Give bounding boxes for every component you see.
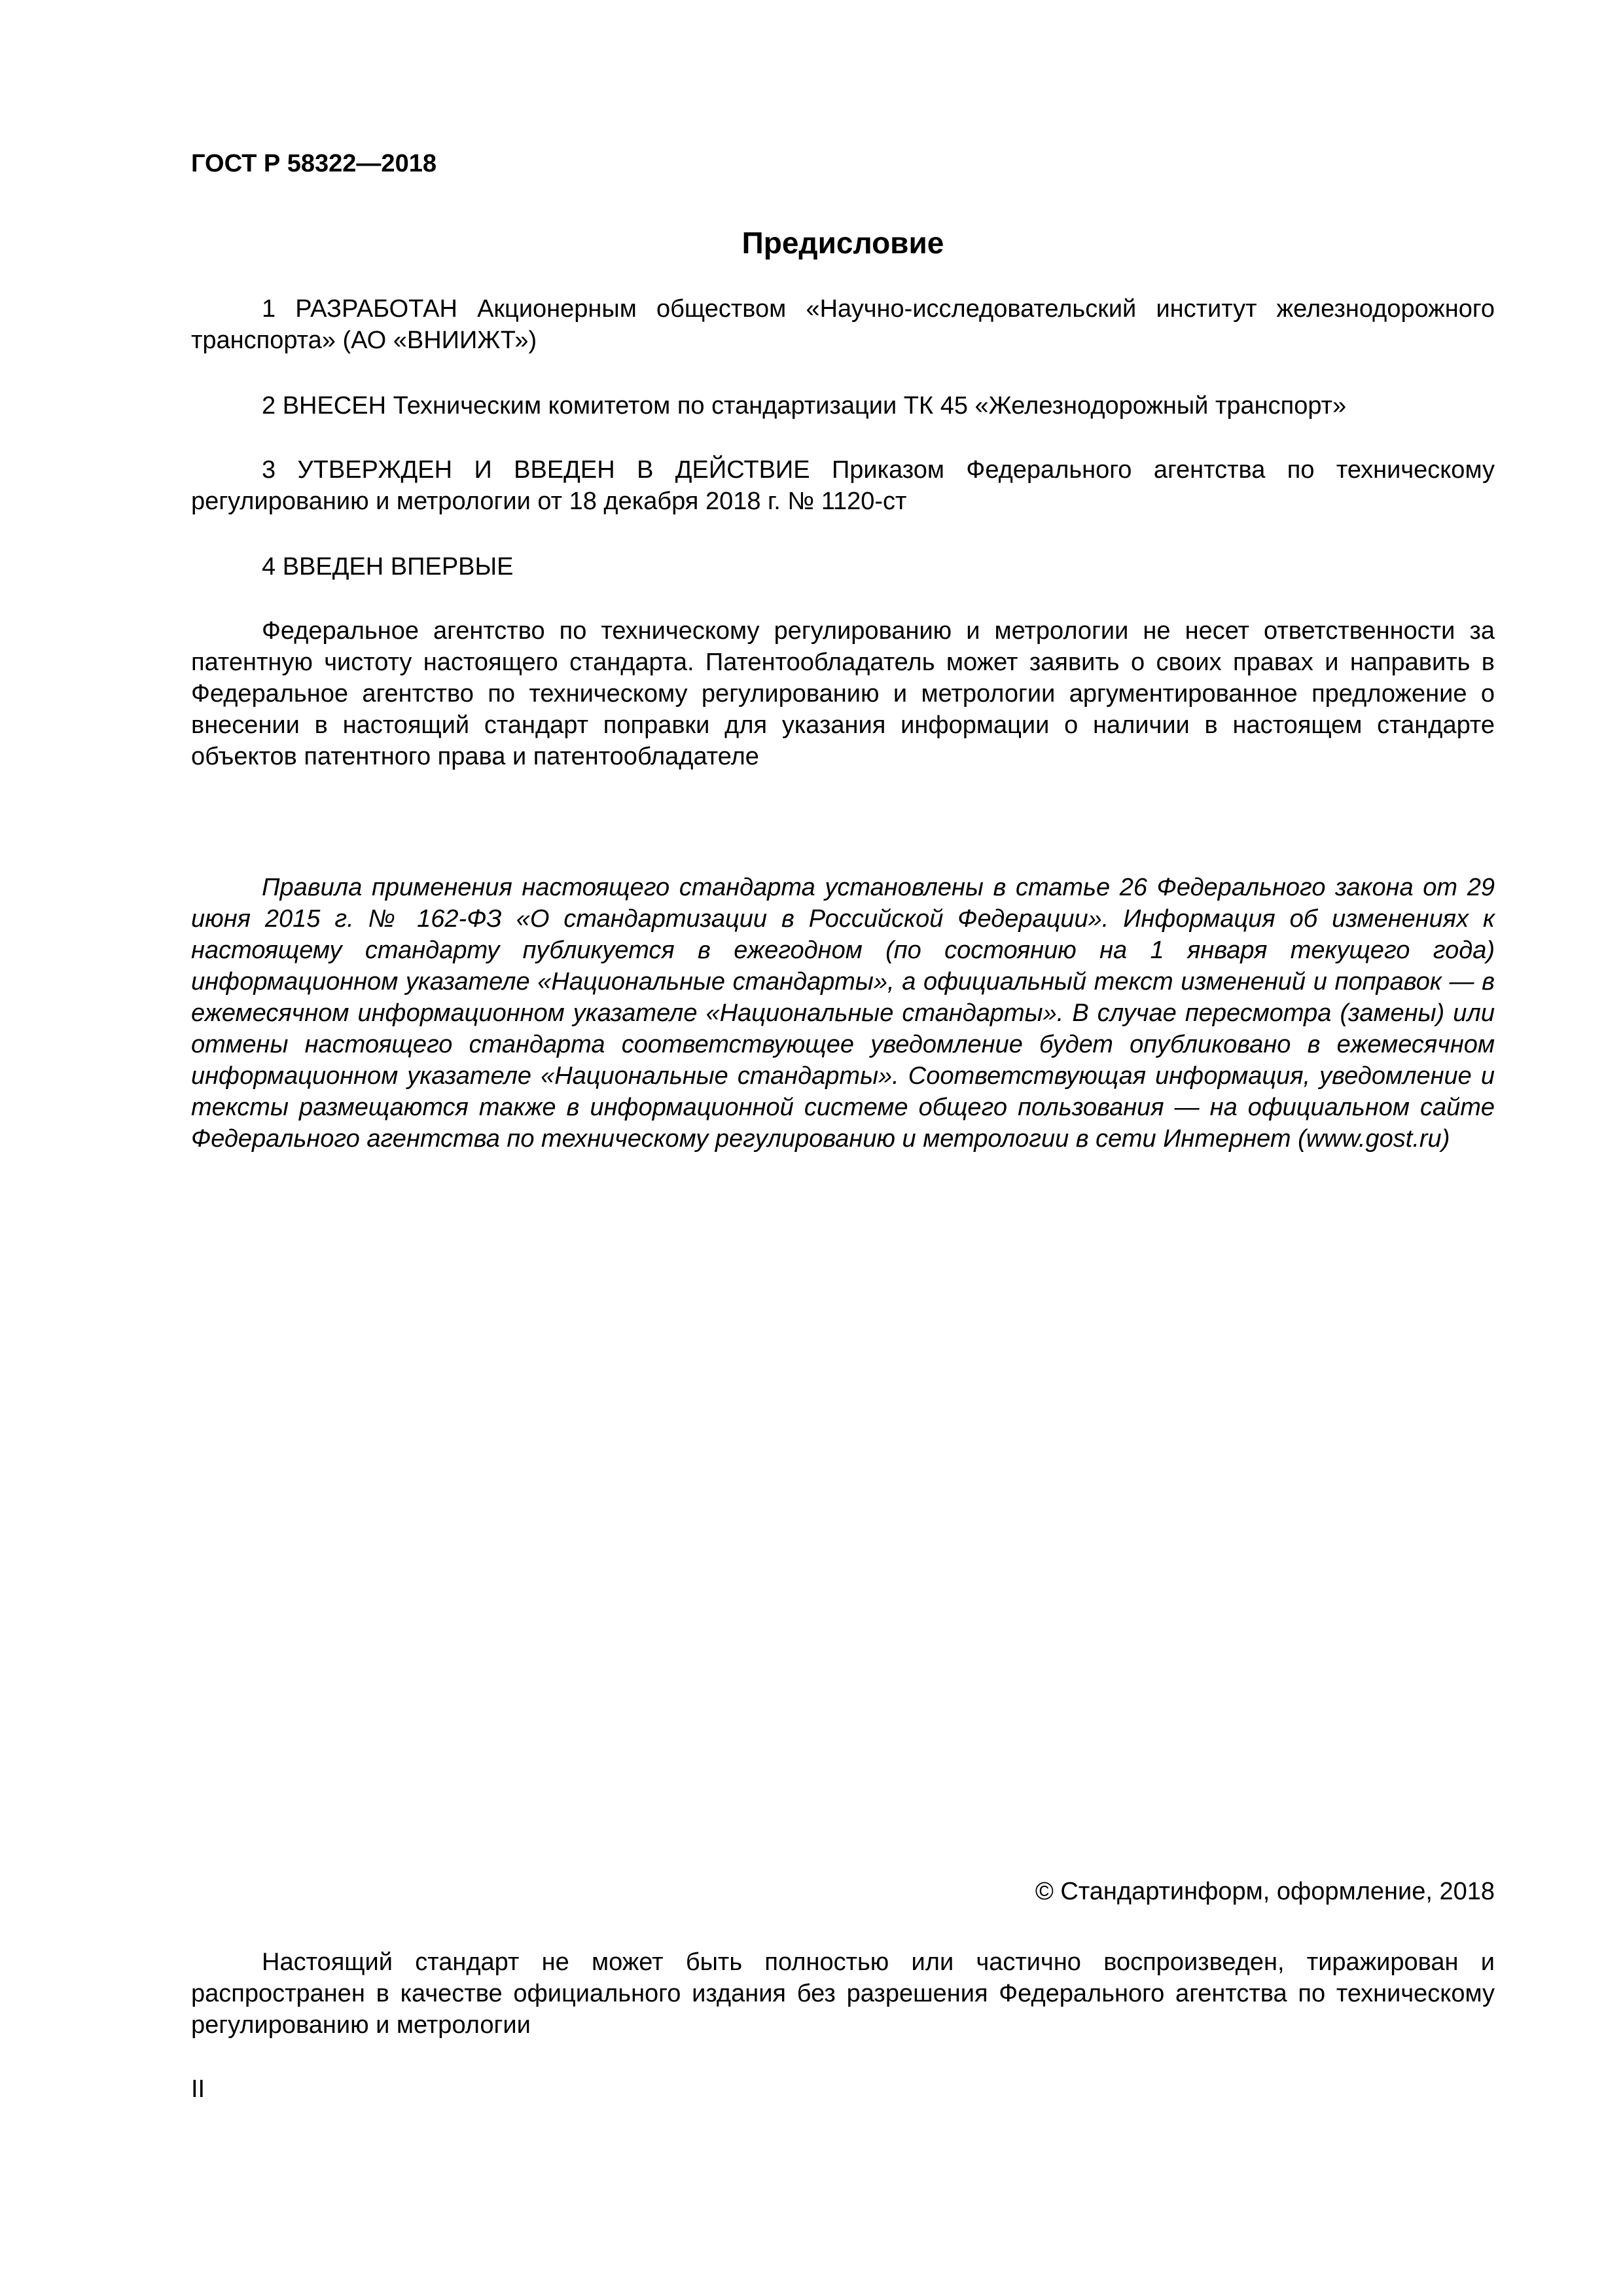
- patent-notice: Федеральное агентство по техническому регулированию и метрологии не несет ответственности за патентную чистоту настоящего стандарта. Патентообладатель может заявить о своих правах и направить в Федеральное агентство по техническому регулированию и метрологии аргументированное предложение о внесении в настоящий стандарт поправки для указания информации о наличии в настоящем стандарте объектов патентного права и патентообладателе: [191, 617, 1495, 770]
- copyright-line: © Стандартинформ, оформление, 2018: [1035, 1878, 1495, 1905]
- item-approved: 3 УТВЕРЖДЕН И ВВЕДЕН В ДЕЙСТВИЕ Приказом Федерального агентства по техническому регулированию и метрологии от 18 декабря 2018 г. № 1120-ст: [191, 456, 1495, 515]
- rules-notice: Правила применения настоящего стандарта установлены в статье 26 Федерального закона от 29 июня 2015 г. № 162-ФЗ «О стандартизации в Российской Федерации». Информация об изменениях к настоящему стандарту публикуется в ежегодном (по состоянию на 1 января текущего года) информационном указателе «Национальные стандарты», а официальный текст изменений и поправок — в ежемесячном информационном указателе «Национальные стандарты». В случае пересмотра (замены) или отмены настоящего стандарта соответствующее уведомление будет опубликовано в ежемесячном информационном указателе «Национальные стандарты». Соответствующая информация, уведомление и тексты размещаются также в информационной системе общего пользования — на официальном сайте Федерального агентства по техническому регулированию и метрологии в сети Интернет (www.gost.ru): [191, 874, 1495, 1153]
- item-introduced: 2 ВНЕСЕН Техническим комитетом по стандартизации ТК 45 «Железнодорожный транспорт»: [262, 392, 1347, 420]
- reproduction-notice: Настоящий стандарт не может быть полностью или частично воспроизведен, тиражирован и распространен в качестве официального издания без разрешения Федерального агентства по техническому регулированию и метрологии: [191, 1948, 1495, 2039]
- item-first-time: 4 ВВЕДЕН ВПЕРВЫЕ: [262, 553, 514, 581]
- standard-code-header: ГОСТ Р 58322—2018: [191, 150, 437, 177]
- item-developed: 1 РАЗРАБОТАН Акционерным обществом «Научно-исследовательский институт железнодорожного транспорта» (АО «ВНИИЖТ»): [191, 295, 1495, 354]
- page-title: Предисловие: [741, 226, 944, 260]
- page-number: II: [191, 2075, 205, 2103]
